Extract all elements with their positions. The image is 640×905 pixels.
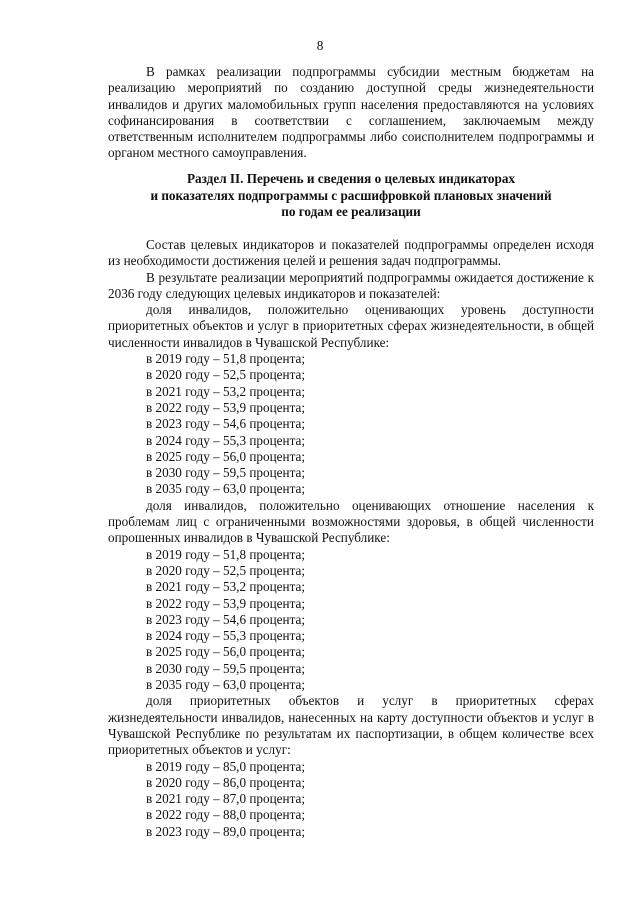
indicator-2-value: в 2025 году – 56,0 процента;	[146, 644, 306, 660]
indicator-1-value: в 2025 году – 56,0 процента;	[146, 448, 306, 464]
indicator-1-value: в 2021 году – 53,2 процента;	[146, 383, 306, 399]
heading-line-1: Раздел II. Перечень и сведения о целевых индикаторах	[186, 171, 516, 186]
heading-line-3: по годам ее реализации	[281, 204, 421, 219]
indicator-3-value: в 2021 году – 87,0 процента;	[146, 791, 306, 807]
indicator-1-value: в 2024 году – 55,3 процента;	[146, 432, 306, 448]
heading-line-2: и показателях подпрограммы с расшифровкой плановых значений	[150, 187, 552, 203]
indicator-3-title: доля приоритетных объектов и услуг в приоритетных сферах жизнедеятельности инвалидов, нанесенных на карту доступности объектов и услуг в Чувашской Республике по результатам их паспортизации, в общем количестве всех приоритетных объектов и услуг:	[108, 693, 594, 758]
indicators-body	[108, 237, 594, 840]
indicator-2-value: в 2022 году – 53,9 процента;	[146, 595, 306, 611]
indicator-3-value: в 2022 году – 88,0 процента;	[146, 807, 306, 823]
indicator-1-value: в 2030 году – 59,5 процента;	[146, 465, 306, 481]
indicator-3-value: в 2020 году – 86,0 процента;	[146, 774, 306, 790]
indicator-2-value: в 2030 году – 59,5 процента;	[146, 660, 306, 676]
indicator-2-value: в 2020 году – 52,5 процента;	[146, 562, 306, 578]
indicator-1-value: в 2020 году – 52,5 процента;	[146, 367, 306, 383]
indicator-1-value: в 2035 году – 63,0 процента;	[146, 481, 306, 497]
indicator-2-value: в 2021 году – 53,2 процента;	[146, 579, 306, 595]
indicator-2-value: в 2035 году – 63,0 процента;	[146, 677, 306, 693]
intro-paragraph: В рамках реализации подпрограммы субсидии местным бюджетам на реализацию мероприятий по созданию доступной среды жизнедеятельности инвалидов и других маломобильных групп населения предоставляются на условиях софинансирования в соответствии с соглашением, заключаемым между ответственным исполнителем подпрограммы либо соисполнителем подпрограммы и органом местного самоуправления.	[108, 64, 594, 161]
indicator-2-title: доля инвалидов, положительно оценивающих отношение населения к проблемам лиц с ограниченными возможностями здоровья, в общей численности опрошенных инвалидов в Чувашской Республике:	[108, 497, 594, 546]
composition-paragraph: Состав целевых индикаторов и показателей подпрограммы определен исходя из необходимости достижения целей и решения задач подпрограммы.	[108, 237, 594, 269]
indicator-2-value: в 2019 году – 51,8 процента;	[146, 546, 306, 562]
indicator-1-value: в 2022 году – 53,9 процента;	[146, 399, 306, 415]
indicator-3-value: в 2019 году – 85,0 процента;	[146, 758, 306, 774]
indicator-1-value: в 2023 году – 54,6 процента;	[146, 416, 306, 432]
expected-paragraph: В результате реализации мероприятий подпрограммы ожидается достижение к 2036 году следующих целевых индикаторов и показателей:	[108, 269, 594, 301]
indicator-1-value: в 2019 году – 51,8 процента;	[146, 351, 306, 367]
page-body	[108, 64, 594, 162]
indicator-2-value: в 2024 году – 55,3 процента;	[146, 628, 306, 644]
section-heading	[108, 171, 594, 221]
page-number: 8	[316, 38, 324, 53]
indicator-2-value: в 2023 году – 54,6 процента;	[146, 611, 306, 627]
indicator-3-value: в 2023 году – 89,0 процента;	[146, 823, 306, 839]
indicator-1-title: доля инвалидов, положительно оценивающих уровень доступности приоритетных объектов и услуг в приоритетных сферах жизнедеятельности, в общей численности инвалидов в Чувашской Республике:	[108, 302, 594, 350]
